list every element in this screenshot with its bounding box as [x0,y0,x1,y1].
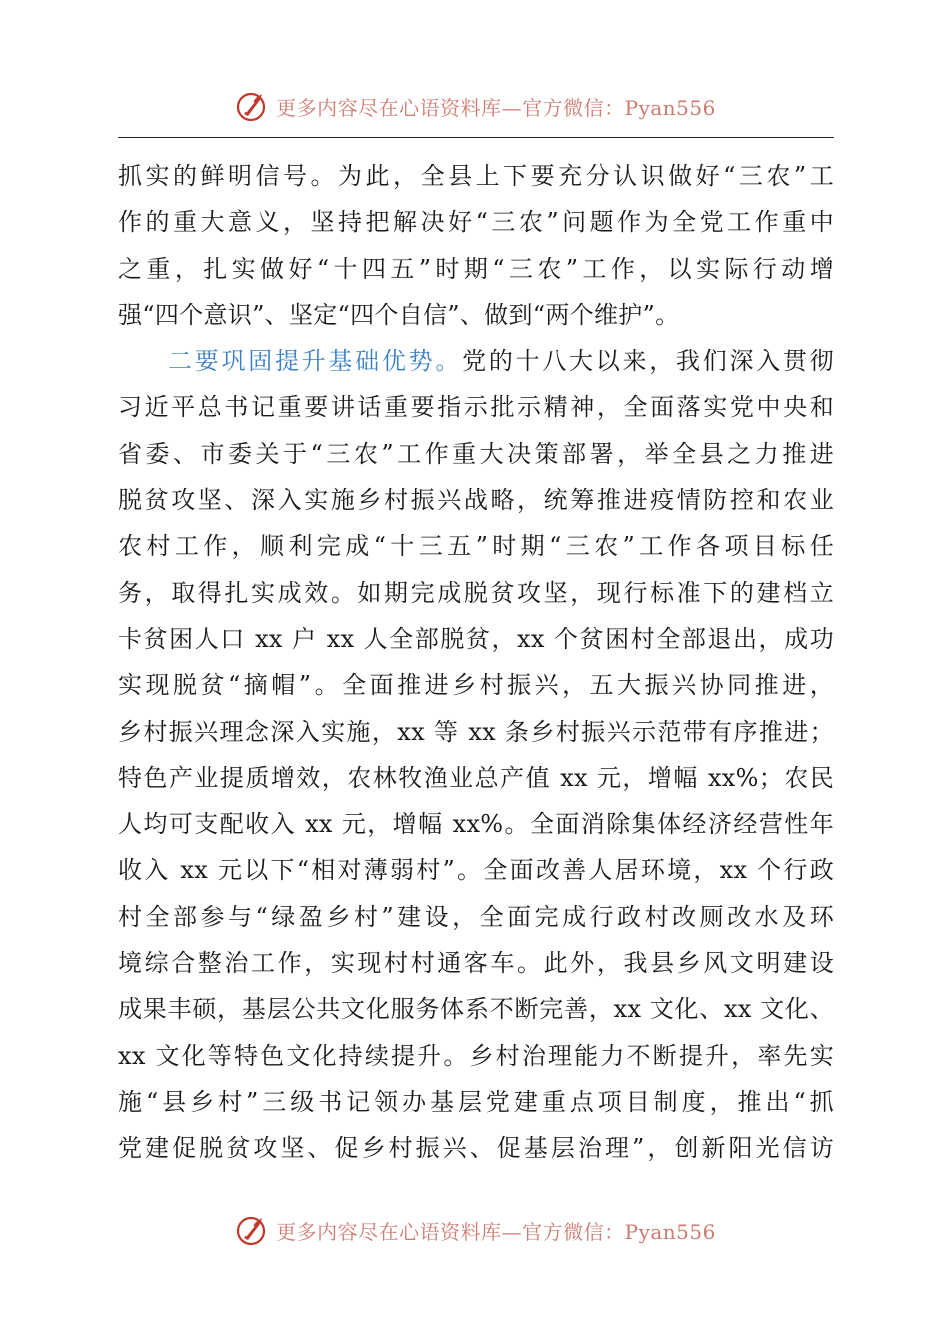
text-line: 施“县乡村”三级书记领办基层党建重点项目制度，推出“抓 [118,1087,834,1116]
pen-nib-circle-icon [234,88,270,124]
document-body [118,153,834,1172]
text-line [118,338,834,384]
header-divider [118,137,834,138]
text-line: 省委、市委关于“三农”工作重大决策部署，举全县之力推进 [118,439,834,468]
text-line: 作的重大意义，坚持把解决好“三农”问题作为全党工作重中 [118,208,834,237]
text-line: 收入 xx 元以下“相对薄弱村”。全面改善人居环境，xx 个行政 [118,856,834,885]
paragraph-1 [118,153,834,338]
text-line: xx 文化等特色文化持续提升。乡村治理能力不断提升，率先实 [118,1041,834,1070]
text-line: 强“四个意识”、坚定“四个自信”、做到“两个维护”。 [118,300,680,329]
text-line: 实现脱贫“摘帽”。全面推进乡村振兴，五大振兴协同推进， [118,671,834,700]
text-span: 党的十八大以来，我们深入贯彻 [462,347,834,376]
text-line: 之重，扎实做好“十四五”时期“三农”工作，以实际行动增 [118,254,834,283]
text-line: 务，取得扎实成效。如期完成脱贫攻坚，现行标准下的建档立 [118,578,834,607]
text-line: 人均可支配收入 xx 元，增幅 xx%。全面消除集体经济经营性年 [118,810,834,839]
text-line: 卡贫困人口 xx 户 xx 人全部脱贫，xx 个贫困村全部退出，成功 [118,624,834,653]
text-line: 党建促脱贫攻坚、促乡村振兴、促基层治理”，创新阳光信访 [118,1134,834,1163]
header-brand-text: 更多内容尽在心语资料库—官方微信：Pyan556 [276,95,716,120]
text-line: 境综合整治工作，实现村村通客车。此外，我县乡风文明建设 [118,949,834,978]
text-line: 抓实的鲜明信号。为此，全县上下要充分认识做好“三农”工 [118,162,834,190]
pen-nib-circle-icon [234,1212,270,1248]
text-line: 特色产业提质增效，农林牧渔业总产值 xx 元，增幅 xx%；农民 [118,763,834,792]
text-line: 成果丰硕，基层公共文化服务体系不断完善，xx 文化、xx 文化、 [118,995,834,1024]
page-header [0,84,950,128]
text-line: 农村工作，顺利完成“十三五”时期“三农”工作各项目标任 [118,532,834,561]
text-line: 脱贫攻坚、深入实施乡村振兴战略，统筹推进疫情防控和农业 [118,486,834,515]
paragraph-heading: 二要巩固提升基础优势。 [168,347,463,376]
paragraph-2 [118,338,834,1171]
text-line: 乡村振兴理念深入实施，xx 等 xx 条乡村振兴示范带有序推进； [118,717,834,746]
text-line: 村全部参与“绿盈乡村”建设，全面完成行政村改厕改水及环 [118,902,834,931]
page-footer [0,1208,950,1252]
text-line: 习近平总书记重要讲话重要指示批示精神，全面落实党中央和 [118,393,834,422]
footer-brand-text: 更多内容尽在心语资料库—官方微信：Pyan556 [276,1219,716,1244]
